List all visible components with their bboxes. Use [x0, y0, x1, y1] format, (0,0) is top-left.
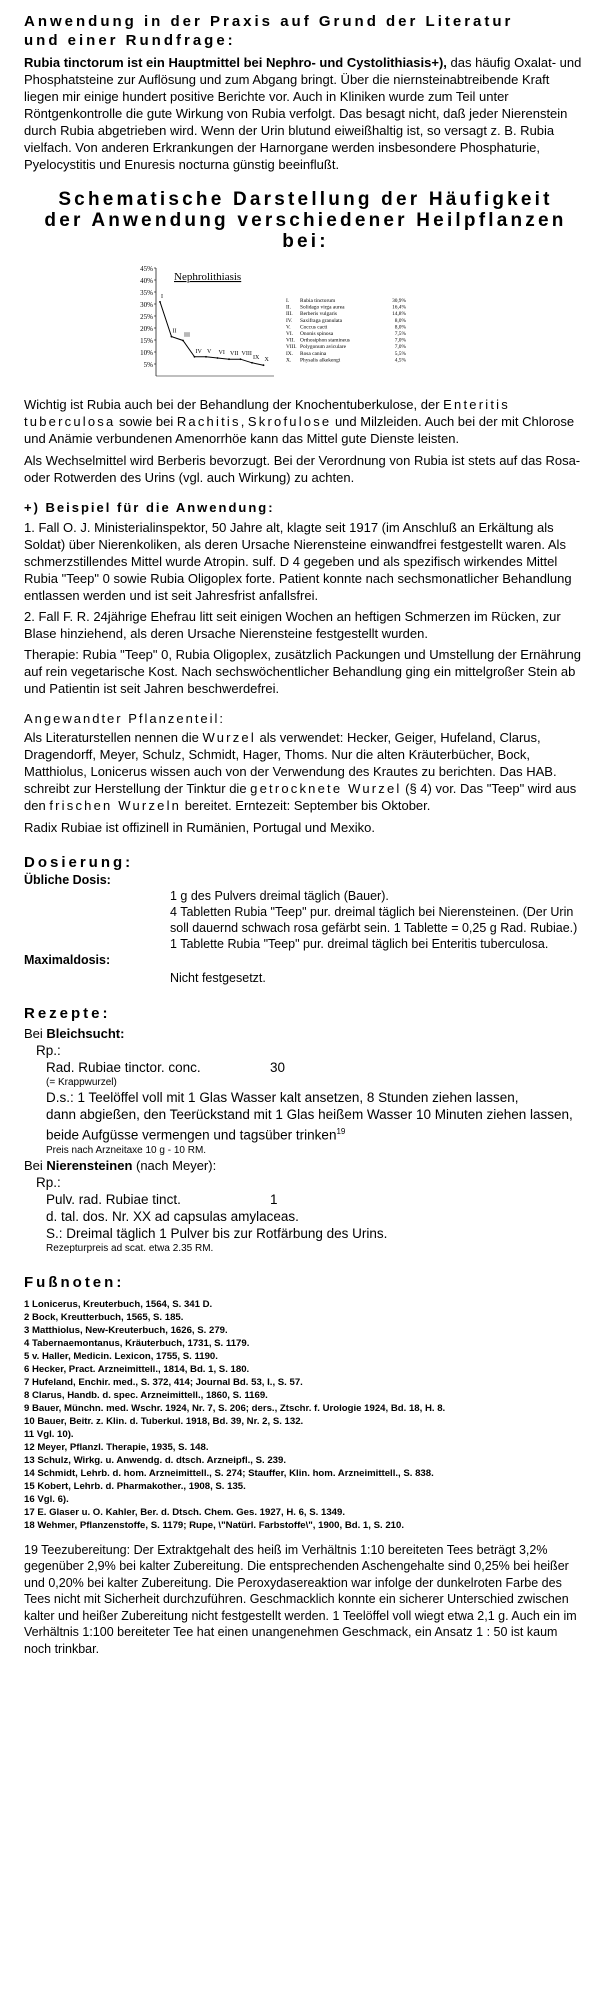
legend-number: VIII.	[286, 344, 297, 351]
recipe2-rp: Rp.:	[36, 1174, 61, 1190]
dosage-usual-3: 1 Tablette Rubia "Teep" pur. dreimal täglich bei Enteritis tuberculosa.	[170, 937, 549, 951]
intro-heading-line1: Anwendung in der Praxis auf Grund der Literatur	[24, 13, 514, 30]
footnote-list	[24, 1298, 587, 1532]
recipe2-price: Rezepturpreis ad scat. etwa 2.35 RM.	[46, 1242, 214, 1254]
intro-body: das häufig Oxalat- und Phosphatsteine zur Auflösung und zum Abgang bringt. Über die niernsteinabtreibende Kraft liegen mir einige hundert positive Berichte vor. Auch in Kliniken wurde zum Teil unter Röntgenkontrolle die gute Wirkung von Rubia verfolgt. Das besagt nicht, daß jeder Nierenstein durch Rubia abgetrieben wird. Wenn der Urin blutund eiweißhaltig ist, so versagt z. B. Rubia vielfach. Von anderen Erkrankungen der Harnorgane werden insbesondere Phosphaturie, Pyelocystitis und Enuresis nocturna günstig beeinflußt.	[24, 55, 582, 172]
data-point	[217, 357, 219, 359]
data-point	[228, 358, 230, 360]
dosage-max-label: Maximaldosis:	[24, 953, 111, 967]
data-point	[171, 336, 173, 338]
recipe2-body	[46, 1191, 587, 1255]
recipe1-intro	[24, 1025, 587, 1042]
legend-number: II.	[286, 304, 291, 311]
dosage-usual-row	[24, 872, 587, 888]
recipe1-indication: Bleichsucht:	[46, 1026, 125, 1041]
text: beide Aufgüsse vermengen und tagsüber trinken	[46, 1127, 337, 1143]
dosage-usual-1: 1 g des Pulvers dreimal täglich (Bauer).	[170, 889, 389, 903]
legend-name: Polygonum aviculare	[300, 344, 346, 351]
category-label: I	[161, 293, 163, 300]
text: und Milzleiden. Auch bei der mit Chlorose und Anämie verbundenen Amenorrhöe kann das Mittel gute Dienste leisten.	[24, 414, 575, 446]
category-label: VII	[230, 351, 239, 358]
legend-name: Solidago virga aurea	[300, 304, 345, 311]
spaced-term: frischen Wurzeln	[49, 798, 182, 813]
recipe1-note: (= Krappwurzel)	[46, 1077, 117, 1088]
text: (nach Meyer):	[132, 1157, 217, 1173]
category-label: VIII	[241, 351, 252, 358]
dosage-usual-label: Übliche Dosis:	[24, 873, 111, 887]
recipe1-ds-line3	[46, 1123, 587, 1144]
legend-percent: 5,5%	[394, 350, 406, 357]
y-tick-label: 15%	[140, 337, 153, 345]
dosage-usual-values	[24, 888, 587, 952]
text: Bei	[24, 1026, 47, 1041]
legend-number: III.	[286, 311, 293, 318]
plant-part-heading: Angewandter Pflanzenteil:	[24, 711, 226, 726]
chart-title: Nephrolithiasis	[174, 271, 242, 283]
data-point	[251, 362, 253, 364]
spaced-term: getrocknete Wurzel	[250, 781, 402, 796]
text: bereitet. Erntezeit: September bis Oktober.	[181, 798, 431, 813]
data-point	[263, 364, 265, 366]
recipe2-line2: d. tal. dos. Nr. XX ad capsulas amylaceas.	[46, 1208, 299, 1224]
recipe1-rp: Rp.:	[36, 1043, 61, 1058]
footnote-item: 12 Meyer, Pflanzl. Therapie, 1935, S. 148.	[24, 1441, 209, 1453]
plant-part-p1	[24, 729, 587, 814]
legend-percent: 14,8%	[392, 311, 406, 318]
spaced-term: Skrofulose	[247, 414, 332, 429]
recipe1-item: Rad. Rubiae tinctor. conc.	[46, 1060, 201, 1075]
recipe2-item: Pulv. rad. Rubiae tinct.	[46, 1191, 181, 1207]
footnote-item: 9 Bauer, Münchn. med. Wschr. 1924, Nr. 7, S. 206; ders., Ztschr. f. Urologie 1924, Bd. 18, H. 8.	[24, 1402, 446, 1414]
spaced-term: Rachitis	[176, 414, 241, 429]
category-label: V	[207, 348, 212, 355]
text: als verwendet: Hecker, Geiger, Hufeland, Clarus, Dragendorff, Meyer, Schulz, Schmidt, Hager, Thoms. Nur die alten Kräuterbücher, Bock, Matthiolus, Lonicerus wissen auch von der Verwendung des Krautes zu berichten. Das HAB. schreibt zur Herstellung der Tinktur die	[24, 730, 557, 796]
footnote-item: 1 Lonicerus, Kreuterbuch, 1564, S. 341 D.	[24, 1298, 213, 1310]
footnote-19: 19 Teezubereitung: Der Extraktgehalt des heiß im Verhältnis 1:10 bereiteten Tees beträgt 3,2% gegenüber 2,9% bei kalter Zubereitung. Die entsprechenden Aschengehalte sind 0,25% bei heißer und 0,20% bei kalter Zubereitung. Die Peroxydasereaktion war infolge der dunkelroten Farbe des Tees nicht mit Sicherheit durchzuführen. Geschmacklich konnte ein sicherer Unterschied zwischen kalter und heißer Zubereitung nicht festgestellt werden. 1 Teelöffel voll wiegt etwa 2,1 g. Auch ein im Verhältnis 1:100 bereiteter Tee hat einen unangenehmen Geschmack, ein Ansatz 1 : 50 ist kaum noch trinkbar.	[24, 1542, 577, 1656]
recipes-heading: Rezepte:	[24, 1005, 111, 1022]
data-point	[194, 356, 196, 358]
footnote-item: 6 Hecker, Pract. Arzneimittell., 1814, Bd. 1, S. 180.	[24, 1363, 250, 1375]
legend-percent: 7,0%	[394, 337, 406, 344]
footnote-item: 3 Matthiolus, New-Kreuterbuch, 1626, S. 279.	[24, 1324, 228, 1336]
footnote-item: 7 Hufeland, Enchir. med., S. 372, 414; Journal Bd. 53, I., S. 57.	[24, 1376, 303, 1388]
recipe1-ds-line2: dann abgießen, den Teerückstand mit 1 Glas heißem Wasser 10 Minuten ziehen lassen,	[46, 1107, 573, 1122]
schema-title-line2: der Anwendung verschiedener Heilpflanzen	[44, 210, 567, 231]
legend-name: Coccus cacti	[300, 324, 328, 331]
category-label: II	[172, 328, 177, 335]
legend-number: I.	[286, 298, 290, 304]
recipe1-qty: 30	[270, 1060, 286, 1075]
category-label: III	[184, 332, 190, 339]
schema-title-line3: bei:	[282, 231, 329, 252]
intro-bold-lead: Rubia tinctorum ist ein Hauptmittel bei Nephro- und Cystolithiasis+),	[24, 55, 447, 70]
text: Als Literaturstellen nennen die	[24, 730, 203, 745]
footnote-item: 11 Vgl. 10).	[24, 1428, 74, 1440]
example-therapy: Therapie: Rubia "Teep" 0, Rubia Oligoplex, zusätzlich Packungen und Umstellung der Ernährung auf rein vegetarische Kost. Nach sechswöchentlicher Behandlung ging ein mittelgroßer Stein ab und Patientin ist seit Jahren beschwerdefrei.	[24, 647, 581, 696]
footnote-item: 8 Clarus, Handb. d. spec. Arzneimittell., 1860, S. 1169.	[24, 1389, 268, 1401]
footnote-item: 15 Kobert, Lehrb. d. Pharmakother., 1908, S. 135.	[24, 1480, 246, 1492]
legend-name: Saxifraga granulata	[300, 317, 343, 324]
y-tick-label: 10%	[140, 349, 153, 357]
recipe1-item-row	[46, 1059, 587, 1076]
legend-percent: 7,5%	[394, 331, 406, 337]
recipe2-indication: Nierensteinen	[46, 1157, 133, 1173]
legend-number: IV.	[286, 317, 293, 324]
y-tick-label: 45%	[140, 265, 153, 273]
y-tick-label: 40%	[140, 277, 153, 285]
category-label: IV	[195, 348, 202, 355]
text: ,	[240, 414, 248, 429]
recipe2-intro	[24, 1157, 587, 1174]
text: (§ 4) vor. Das "Teep" wird aus den	[24, 781, 577, 813]
data-point	[205, 356, 207, 358]
legend-name: Ononis spinosa	[300, 331, 334, 337]
recipe1-ds-line1: D.s.: 1 Teelöffel voll mit 1 Glas Wasser kalt ansetzen, 8 Stunden ziehen lassen,	[46, 1090, 519, 1105]
chart-container	[24, 254, 587, 392]
footnote-item: 17 E. Glaser u. O. Kahler, Ber. d. Dtsch. Chem. Ges. 1927, H. 6, S. 1349.	[24, 1506, 346, 1518]
plant-part-p2: Radix Rubiae ist offizinell in Rumänien, Portugal und Mexiko.	[24, 820, 375, 835]
legend-number: IX.	[286, 350, 294, 357]
y-tick-label: 35%	[140, 289, 153, 297]
data-point	[182, 340, 184, 342]
data-point	[159, 301, 161, 303]
recipe2-qty: 1	[270, 1191, 278, 1207]
legend-percent: 8,0%	[394, 317, 406, 324]
footnote-item: 18 Wehmer, Pflanzenstoffe, S. 1179; Rupe, \"Natürl. Farbstoffe\", 1900, Bd. 1, S. 210.	[24, 1519, 405, 1531]
text: Bei	[24, 1157, 47, 1173]
dosage-max-values	[24, 970, 587, 986]
example-case1: 1. Fall O. J. Ministerialinspektor, 50 Jahre alt, klagte seit 1917 (im Anschluß an Erkältung als Soldat) über Nierenkoliken, als deren Ursache Nierensteine einwandfrei festgestellt waren. Als schmerzstillendes Mittel wurde Atropin. sulf. D 4 gegeben und als spezifisch wirkendes Mittel Rubia "Teep" 0 sowie Rubia Oligoplex forte. Patient konnte nach sechsmonatlicher Behandlung entlassen werden und ist seit Jahresfrist anfallsfrei.	[24, 520, 572, 603]
legend-number: VII.	[286, 337, 295, 344]
legend-number: VI.	[286, 331, 294, 337]
recipe1-price: Preis nach Arzneitaxe 10 g - 10 RM.	[46, 1144, 207, 1156]
footnotes-heading: Fußnoten:	[24, 1273, 125, 1291]
footnote-item: 2 Bock, Kreutterbuch, 1565, S. 185.	[24, 1311, 184, 1323]
legend-name: Physalis alkekengi	[300, 357, 341, 364]
data-point	[240, 358, 242, 360]
recipe1-ds	[46, 1089, 587, 1157]
legend-number: V.	[286, 324, 291, 331]
dosage-usual-2: 4 Tabletten Rubia "Teep" pur. dreimal täglich bei Nierensteinen. (Der Urin soll dauernd schwach rosa gefärbt sein. 1 Tablette = 0,25 g Rad. Rubiae.)	[170, 905, 578, 935]
legend-name: Orthosiphon stamineus	[300, 337, 350, 344]
recipe2-item-row	[46, 1191, 587, 1208]
dosage-max-row	[24, 952, 587, 968]
recipe2-line3: S.: Dreimal täglich 1 Pulver bis zur Rotfärbung des Urins.	[46, 1225, 388, 1241]
after-chart-p2: Als Wechselmittel wird Berberis bevorzugt. Bei der Verordnung von Rubia ist stets auf das Rosa- oder Rotwerden des Urins (vgl. auch Wirkung) zu achten.	[24, 453, 581, 485]
category-label: IX	[253, 354, 260, 361]
y-tick-label: 30%	[140, 301, 153, 309]
y-tick-label: 5%	[143, 361, 153, 369]
example-heading: +) Beispiel für die Anwendung:	[24, 500, 275, 515]
legend-number: X.	[286, 357, 292, 364]
footnote-ref: 19	[336, 1127, 346, 1136]
legend-percent: 16,4%	[392, 304, 406, 311]
text: sowie bei	[115, 414, 177, 429]
legend-percent: 30,9%	[392, 298, 406, 304]
footnote-item: 13 Schulz, Wirkg. u. Anwendg. d. dtsch. Arzneipfl., S. 239.	[24, 1454, 287, 1466]
example-case2: 2. Fall F. R. 24jährige Ehefrau litt seit einigen Wochen an heftigen Schmerzen im Rücken, zur Blase hinziehend, als deren Ursache Nierensteine festgestellt wurden.	[24, 609, 561, 641]
category-label: X	[264, 357, 269, 364]
after-chart-p1	[24, 396, 587, 447]
footnote-item: 10 Bauer, Beitr. z. Klin. d. Tuberkul. 1918, Bd. 39, Nr. 2, S. 132.	[24, 1415, 304, 1427]
category-label: VI	[218, 350, 225, 356]
footnote-item: 4 Tabernaemontanus, Kräuterbuch, 1731, S. 1179.	[24, 1337, 250, 1349]
intro-paragraph	[24, 54, 587, 173]
legend-percent: 4,5%	[394, 357, 406, 364]
legend-name: Rubia tinctorum	[300, 298, 336, 304]
footnote-item: 5 v. Haller, Medicin. Lexicon, 1755, S. 1190.	[24, 1350, 218, 1362]
spaced-term: Wurzel	[202, 730, 256, 745]
legend-percent: 8,0%	[394, 324, 406, 331]
footnote-item: 14 Schmidt, Lehrb. d. hom. Arzneimittell., S. 274; Stauffer, Klin. hom. Arzneimittell., S. 838.	[24, 1467, 434, 1479]
nephrolithiasis-chart	[24, 254, 564, 392]
legend-name: Berberis vulgaris	[300, 311, 337, 318]
y-tick-label: 25%	[140, 313, 153, 321]
footnote-item: 16 Vgl. 6).	[24, 1493, 69, 1505]
spaced-term: Enteritis tuberculosa	[24, 397, 510, 429]
intro-heading-line2: und einer Rundfrage:	[24, 32, 236, 49]
schema-title-line1: Schematische Darstellung der Häufigkeit	[58, 189, 553, 210]
text: Wichtig ist Rubia auch bei der Behandlung der Knochentuberkulose, der	[24, 397, 444, 412]
legend-name: Rosa canina	[300, 350, 327, 357]
legend-percent: 7,0%	[394, 344, 406, 351]
y-tick-label: 20%	[140, 325, 153, 333]
dosage-max-value: Nicht festgesetzt.	[170, 971, 266, 985]
dosage-heading: Dosierung:	[24, 854, 134, 871]
